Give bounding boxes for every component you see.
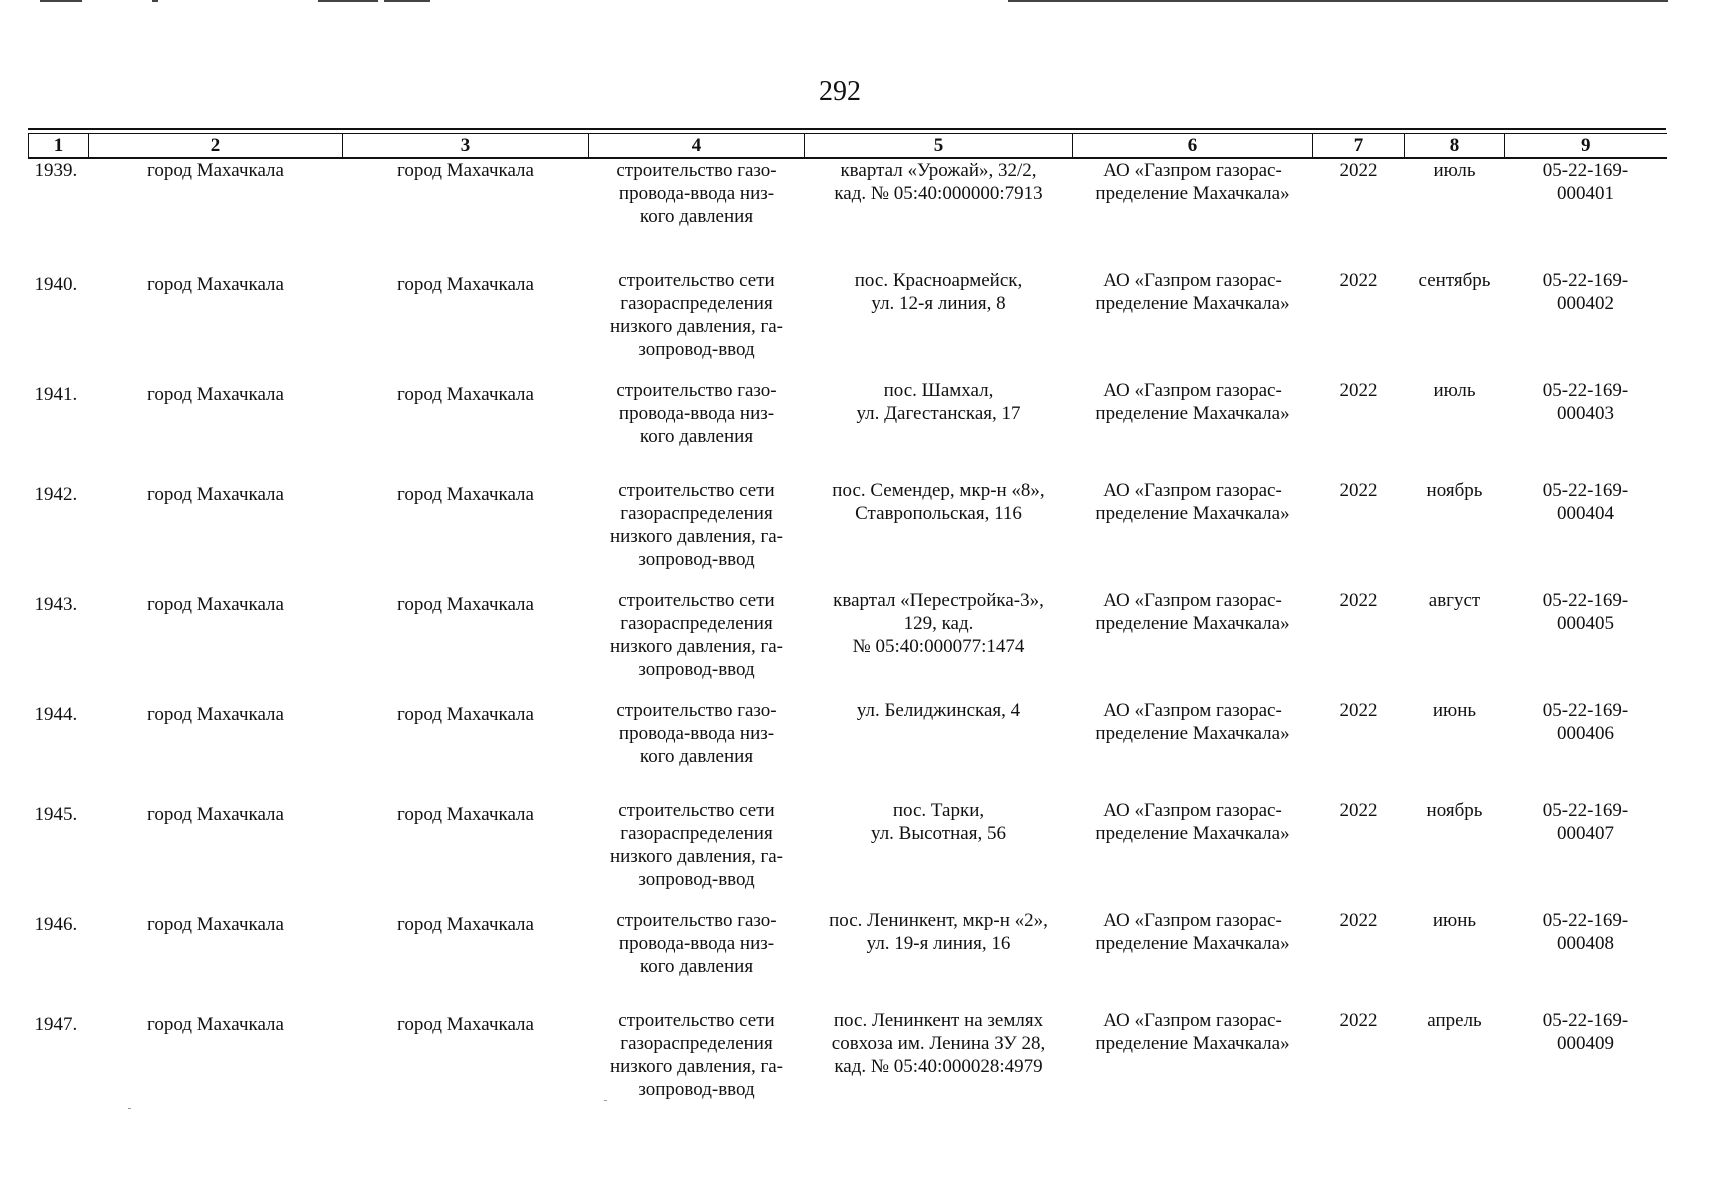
work-cell xyxy=(589,469,805,579)
district-cell xyxy=(89,579,343,689)
code-cell xyxy=(1505,789,1667,899)
operator: АО «Газпром газорас- пределение Махачкала» xyxy=(1095,480,1290,524)
column-header: 4 xyxy=(589,134,805,159)
scan-speck xyxy=(604,1100,607,1101)
year: 2022 xyxy=(1339,700,1378,721)
address-cell xyxy=(805,579,1073,689)
operator: АО «Газпром газорас- пределение Махачкала» xyxy=(1095,800,1290,844)
month-cell xyxy=(1405,259,1505,369)
district: город Махачкала xyxy=(147,1014,284,1035)
district: город Махачкала xyxy=(147,914,284,935)
table-row xyxy=(29,259,1667,369)
work-cell xyxy=(589,259,805,369)
address-cell xyxy=(805,369,1073,469)
month: апрель xyxy=(1427,1010,1482,1031)
registry-code: 05-22-169- 000401 xyxy=(1542,160,1629,204)
district-cell xyxy=(89,469,343,579)
work-cell xyxy=(589,158,805,259)
district: город Махачкала xyxy=(147,160,284,181)
year-cell xyxy=(1313,689,1405,789)
year-cell xyxy=(1313,259,1405,369)
district: город Махачкала xyxy=(147,484,284,505)
row-number: 1943. xyxy=(34,594,78,615)
column-header: 8 xyxy=(1405,134,1505,159)
row-number-cell xyxy=(29,259,89,369)
scan-artifact-line xyxy=(1008,0,1668,2)
work-cell xyxy=(589,999,805,1101)
month-cell xyxy=(1405,579,1505,689)
locality: город Махачкала xyxy=(397,484,534,505)
code-cell xyxy=(1505,579,1667,689)
row-number: 1944. xyxy=(34,704,78,725)
operator: АО «Газпром газорас- пределение Махачкала» xyxy=(1095,270,1290,314)
table-row xyxy=(29,579,1667,689)
month: ноябрь xyxy=(1426,480,1483,501)
registry-code: 05-22-169- 000405 xyxy=(1542,590,1629,634)
month-cell xyxy=(1405,999,1505,1101)
operator-cell xyxy=(1073,369,1313,469)
operator: АО «Газпром газорас- пределение Махачкала» xyxy=(1095,380,1290,424)
year-cell xyxy=(1313,369,1405,469)
work-description: строительство сети газораспределения низкого давления, га- зопровод-ввод xyxy=(609,1010,784,1100)
operator: АО «Газпром газорас- пределение Махачкала» xyxy=(1095,700,1290,744)
month-cell xyxy=(1405,789,1505,899)
operator: АО «Газпром газорас- пределение Махачкала» xyxy=(1095,910,1290,954)
row-number: 1939. xyxy=(34,160,78,181)
work-description: строительство сети газораспределения низкого давления, га- зопровод-ввод xyxy=(609,590,784,680)
locality-cell xyxy=(343,789,589,899)
registry-code: 05-22-169- 000406 xyxy=(1542,700,1629,744)
work-cell xyxy=(589,689,805,789)
district-cell xyxy=(89,259,343,369)
locality-cell xyxy=(343,158,589,259)
year: 2022 xyxy=(1339,380,1378,401)
column-header: 3 xyxy=(343,134,589,159)
year-cell xyxy=(1313,579,1405,689)
year-cell xyxy=(1313,789,1405,899)
table-row xyxy=(29,469,1667,579)
registry-code: 05-22-169- 000404 xyxy=(1542,480,1629,524)
work-description: строительство газо- провода-ввода низ- кого давления xyxy=(616,910,777,977)
registry-code: 05-22-169- 000403 xyxy=(1542,380,1629,424)
code-cell xyxy=(1505,469,1667,579)
row-number: 1946. xyxy=(34,914,78,935)
operator-cell xyxy=(1073,689,1313,789)
locality: город Махачкала xyxy=(397,384,534,405)
district: город Махачкала xyxy=(147,804,284,825)
column-header: 5 xyxy=(805,134,1073,159)
district-cell xyxy=(89,999,343,1101)
year-cell xyxy=(1313,899,1405,999)
registry-code: 05-22-169- 000402 xyxy=(1542,270,1629,314)
district-cell xyxy=(89,899,343,999)
locality-cell xyxy=(343,369,589,469)
work-cell xyxy=(589,369,805,469)
month: август xyxy=(1428,590,1481,611)
operator-cell xyxy=(1073,158,1313,259)
address-cell xyxy=(805,689,1073,789)
work-cell xyxy=(589,899,805,999)
month: ноябрь xyxy=(1426,800,1483,821)
registry-code: 05-22-169- 000408 xyxy=(1542,910,1629,954)
row-number-cell xyxy=(29,579,89,689)
address: пос. Шамхал, ул. Дагестанская, 17 xyxy=(856,380,1021,424)
row-number-cell xyxy=(29,899,89,999)
locality-cell xyxy=(343,579,589,689)
table-row xyxy=(29,369,1667,469)
month: июнь xyxy=(1432,700,1477,721)
registry-code: 05-22-169- 000409 xyxy=(1542,1010,1629,1054)
address: пос. Красноармейск, ул. 12-я линия, 8 xyxy=(854,270,1023,314)
work-description: строительство газо- провода-ввода низ- кого давления xyxy=(616,700,777,767)
work-description: строительство газо- провода-ввода низ- кого давления xyxy=(616,160,777,227)
month: июль xyxy=(1433,380,1476,401)
code-cell xyxy=(1505,999,1667,1101)
month: июнь xyxy=(1432,910,1477,931)
operator-cell xyxy=(1073,259,1313,369)
column-header: 9 xyxy=(1505,134,1667,159)
year: 2022 xyxy=(1339,910,1378,931)
row-number: 1942. xyxy=(34,484,78,505)
address: квартал «Урожай», 32/2, кад. № 05:40:000000:7913 xyxy=(834,160,1043,204)
column-header: 1 xyxy=(29,134,89,159)
locality: город Махачкала xyxy=(397,160,534,181)
operator-cell xyxy=(1073,899,1313,999)
work-cell xyxy=(589,579,805,689)
address: ул. Белиджинская, 4 xyxy=(856,700,1021,721)
address: пос. Семендер, мкр-н «8», Ставропольская, 116 xyxy=(832,480,1045,524)
address: пос. Ленинкент, мкр-н «2», ул. 19-я линия, 16 xyxy=(829,910,1048,954)
table-row xyxy=(29,689,1667,789)
registry-code: 05-22-169- 000407 xyxy=(1542,800,1629,844)
address: квартал «Перестройка-3», 129, кад. № 05:40:000077:1474 xyxy=(833,590,1044,657)
table-row xyxy=(29,999,1667,1101)
table-row xyxy=(29,158,1667,259)
scan-artifact-line xyxy=(152,0,158,2)
locality-cell xyxy=(343,259,589,369)
year-cell xyxy=(1313,999,1405,1101)
district-cell xyxy=(89,158,343,259)
operator: АО «Газпром газорас- пределение Махачкала» xyxy=(1095,1010,1290,1054)
code-cell xyxy=(1505,259,1667,369)
address-cell xyxy=(805,469,1073,579)
gasification-register-table xyxy=(28,133,1667,1101)
month-cell xyxy=(1405,369,1505,469)
code-cell xyxy=(1505,158,1667,259)
operator-cell xyxy=(1073,469,1313,579)
locality-cell xyxy=(343,899,589,999)
row-number-cell xyxy=(29,689,89,789)
work-description: строительство сети газораспределения низкого давления, га- зопровод-ввод xyxy=(609,480,784,570)
row-number-cell xyxy=(29,469,89,579)
work-cell xyxy=(589,789,805,899)
page-number: 292 xyxy=(819,76,861,107)
district: город Махачкала xyxy=(147,274,284,295)
address-cell xyxy=(805,259,1073,369)
address-cell xyxy=(805,999,1073,1101)
district: город Махачкала xyxy=(147,384,284,405)
column-header: 6 xyxy=(1073,134,1313,159)
operator-cell xyxy=(1073,789,1313,899)
address-cell xyxy=(805,899,1073,999)
scan-artifact-line xyxy=(318,0,378,2)
row-number-cell xyxy=(29,999,89,1101)
row-number-cell xyxy=(29,789,89,899)
row-number-cell xyxy=(29,158,89,259)
header-row xyxy=(29,134,1667,159)
district: город Махачкала xyxy=(147,594,284,615)
locality: город Махачкала xyxy=(397,274,534,295)
year: 2022 xyxy=(1339,800,1378,821)
work-description: строительство сети газораспределения низкого давления, га- зопровод-ввод xyxy=(609,270,784,360)
year: 2022 xyxy=(1339,590,1378,611)
month: сентябрь xyxy=(1418,270,1491,291)
address: пос. Тарки, ул. Высотная, 56 xyxy=(871,800,1006,844)
month-cell xyxy=(1405,469,1505,579)
locality-cell xyxy=(343,999,589,1101)
month: июль xyxy=(1433,160,1476,181)
district: город Махачкала xyxy=(147,704,284,725)
code-cell xyxy=(1505,899,1667,999)
scan-artifact-line xyxy=(40,0,82,2)
address-cell xyxy=(805,158,1073,259)
work-description: строительство газо- провода-ввода низ- кого давления xyxy=(616,380,777,447)
month-cell xyxy=(1405,158,1505,259)
district-cell xyxy=(89,369,343,469)
year-cell xyxy=(1313,158,1405,259)
table-row xyxy=(29,789,1667,899)
locality: город Махачкала xyxy=(397,594,534,615)
row-number-cell xyxy=(29,369,89,469)
work-description: строительство сети газораспределения низкого давления, га- зопровод-ввод xyxy=(609,800,784,890)
operator-cell xyxy=(1073,999,1313,1101)
row-number: 1941. xyxy=(34,384,78,405)
table-top-rule xyxy=(28,128,1666,130)
row-number: 1940. xyxy=(34,274,78,295)
district-cell xyxy=(89,689,343,789)
year: 2022 xyxy=(1339,160,1378,181)
row-number: 1947. xyxy=(34,1014,78,1035)
year: 2022 xyxy=(1339,1010,1378,1031)
locality: город Махачкала xyxy=(397,804,534,825)
scan-artifact-line xyxy=(384,0,430,2)
code-cell xyxy=(1505,689,1667,789)
locality: город Махачкала xyxy=(397,704,534,725)
scan-speck xyxy=(128,1108,131,1109)
year: 2022 xyxy=(1339,480,1378,501)
address: пос. Ленинкент на землях совхоза им. Ленина ЗУ 28, кад. № 05:40:000028:4979 xyxy=(831,1010,1046,1077)
column-header: 7 xyxy=(1313,134,1405,159)
row-number: 1945. xyxy=(34,804,78,825)
locality-cell xyxy=(343,469,589,579)
operator: АО «Газпром газорас- пределение Махачкала» xyxy=(1095,590,1290,634)
operator-cell xyxy=(1073,579,1313,689)
month-cell xyxy=(1405,689,1505,789)
table-row xyxy=(29,899,1667,999)
locality: город Махачкала xyxy=(397,914,534,935)
year: 2022 xyxy=(1339,270,1378,291)
district-cell xyxy=(89,789,343,899)
column-header: 2 xyxy=(89,134,343,159)
code-cell xyxy=(1505,369,1667,469)
operator: АО «Газпром газорас- пределение Махачкала» xyxy=(1095,160,1290,204)
month-cell xyxy=(1405,899,1505,999)
address-cell xyxy=(805,789,1073,899)
locality: город Махачкала xyxy=(397,1014,534,1035)
year-cell xyxy=(1313,469,1405,579)
locality-cell xyxy=(343,689,589,789)
